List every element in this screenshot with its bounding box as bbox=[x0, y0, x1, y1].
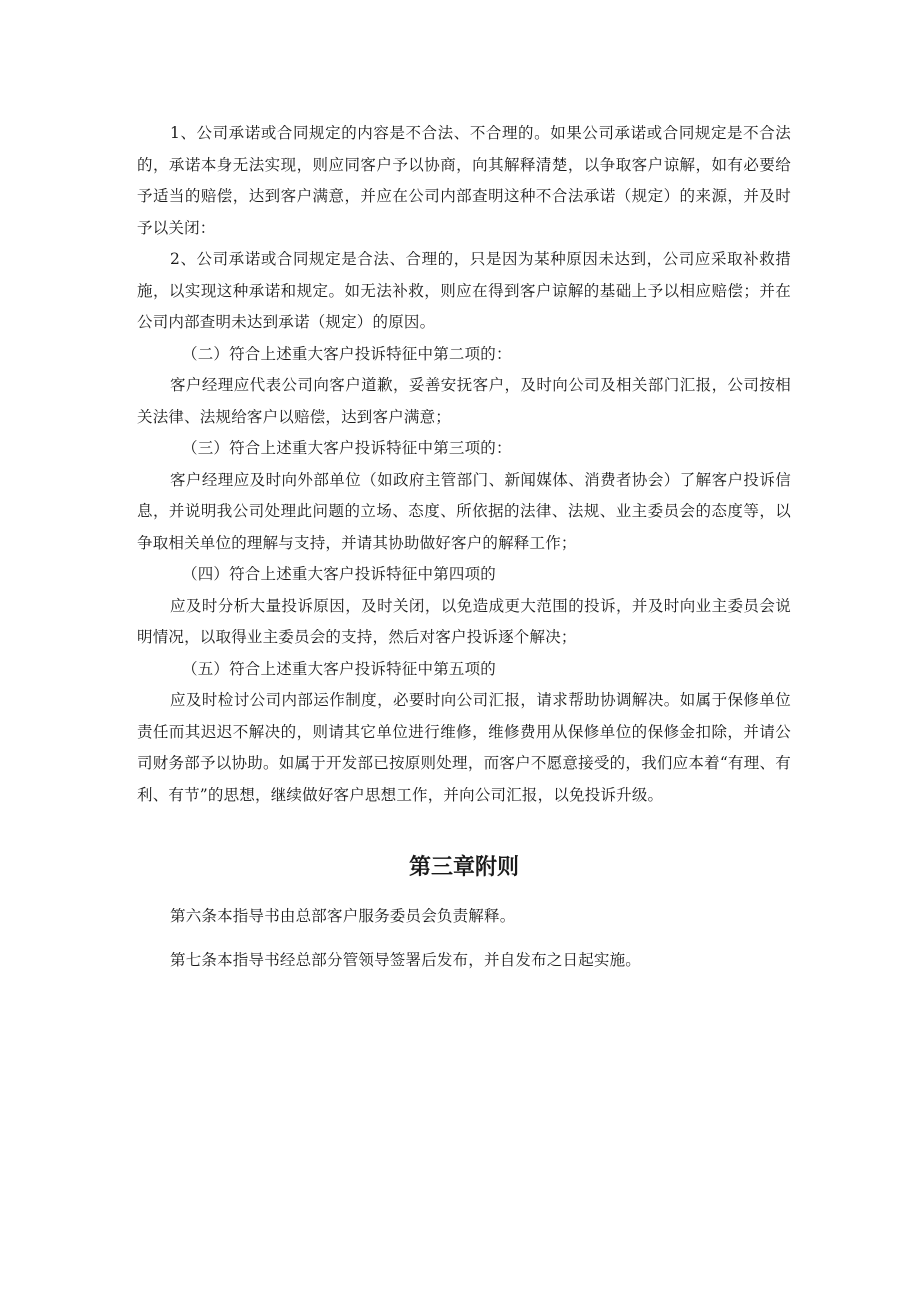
article-6: 第六条本指导书由总部客户服务委员会负责解释。 bbox=[170, 907, 516, 925]
document-body bbox=[137, 118, 791, 988]
chapter-title: 第三章附则 bbox=[408, 855, 519, 880]
section-heading-5: （五）符合上述重大客户投诉特征中第五项的 bbox=[182, 659, 497, 678]
paragraph-section-5: 应及时检讨公司内部运作制度，必要时向公司汇报，请求帮助协调解决。如属于保修单位责任而其迟迟不解决的，则请其它单位进行维修，维修费用从保修单位的保修金扣除，并请公司财务部予以协助。如属于开发部已按原则处理，而客户不愿意接受的，我们应本着“有理、有利、有节”的思想，继续做好客户思想工作，并向公司汇报，以免投诉升级。 bbox=[137, 691, 791, 804]
section-heading-2: （二）符合上述重大客户投诉特征中第二项的： bbox=[182, 344, 512, 363]
paragraph-section-2: 客户经理应代表公司向客户道歉，妥善安抚客户，及时向公司及相关部门汇报，公司按相关法律、法规给客户以赔偿，达到客户满意； bbox=[137, 376, 791, 426]
paragraph-item-1: 1、公司承诺或合同规定的内容是不合法、不合理的。如果公司承诺或合同规定是不合法的，承诺本身无法实现，则应同客户予以协商，向其解释清楚，以争取客户谅解，如有必要给予适当的赔偿，达到客户满意，并应在公司内部查明这种不合法承诺（规定）的来源，并及时予以关闭： bbox=[137, 124, 791, 237]
paragraph-item-2: 2、公司承诺或合同规定是合法、合理的，只是因为某种原因未达到，公司应采取补救措施，以实现这种承诺和规定。如无法补救，则应在得到客户谅解的基础上予以相应赔偿；并在公司内部查明未达到承诺（规定）的原因。 bbox=[137, 250, 791, 331]
paragraph-section-4: 应及时分析大量投诉原因，及时关闭，以免造成更大范围的投诉，并及时向业主委员会说明情况，以取得业主委员会的支持，然后对客户投诉逐个解决； bbox=[137, 596, 791, 646]
section-heading-3: （三）符合上述重大客户投诉特征中第三项的： bbox=[182, 439, 512, 457]
paragraph-section-3: 客户经理应及时向外部单位（如政府主管部门、新闻媒体、消费者协会）了解客户投诉信息，并说明我公司处理此问题的立场、态度、所依据的法律、法规、业主委员会的态度等，以争取相关单位的理解与支持，并请其协助做好客户的解释工作； bbox=[137, 470, 791, 552]
section-heading-4: （四）符合上述重大客户投诉特征中第四项的 bbox=[182, 565, 497, 583]
article-7: 第七条本指导书经总部分管领导签署后发布，并自发布之日起实施。 bbox=[170, 950, 642, 969]
